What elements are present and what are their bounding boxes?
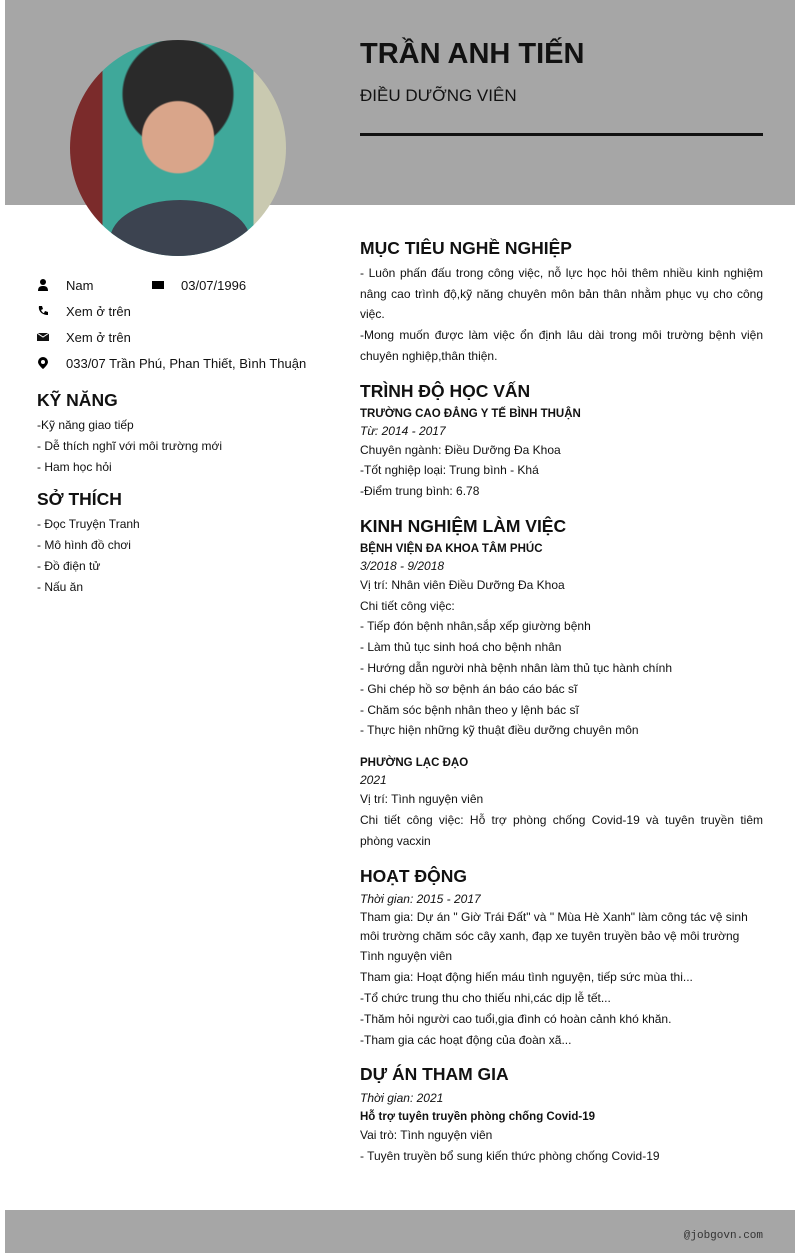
education-heading: TRÌNH ĐỘ HỌC VẤN xyxy=(360,380,531,401)
hobbies-heading: SỞ THÍCH xyxy=(37,489,122,510)
hobby-item: - Đồ điện tử xyxy=(37,558,101,573)
job-period: 3/2018 - 9/2018 xyxy=(360,558,445,573)
project-line: - Tuyên truyền bổ sung kiến thức phòng chống Covid-19 xyxy=(360,1148,660,1163)
activity-line: Tình nguyện viên xyxy=(360,949,453,964)
address: 033/07 Trần Phú, Phan Thiết, Bình Thuận xyxy=(66,355,307,371)
skill-item: - Ham học hỏi xyxy=(37,459,112,474)
job-line: Chi tiết công việc: xyxy=(360,598,455,613)
job-line: - Thực hiện những kỹ thuật điều dưỡng chuyên môn xyxy=(360,723,639,738)
employer-name: PHƯỜNG LẠC ĐẠO xyxy=(360,757,469,770)
job-line: - Tiếp đón bệnh nhân,sắp xếp giường bệnh xyxy=(360,619,591,634)
job-line: Vị trí: Nhân viên Điều Dưỡng Đa Khoa xyxy=(360,577,565,592)
phone-icon xyxy=(37,305,49,317)
job-title: ĐIỀU DƯỠNG VIÊN xyxy=(360,86,517,105)
avatar xyxy=(70,40,286,256)
job-line: Chi tiết công việc: Hỗ trợ phòng chống Covid-19 và tuyên truyền tiêm phòng vacxin xyxy=(360,812,763,848)
skill-item: - Dễ thích nghĩ với môi trường mới xyxy=(37,438,223,453)
activity-line: -Thăm hỏi người cao tuổi,gia đình có hoàn cảnh khó khăn. xyxy=(360,1011,672,1026)
activity-line: Tham gia: Hoạt động hiến máu tình nguyện, tiếp sức mùa thi... xyxy=(360,970,693,985)
skill-item: -Kỹ năng giao tiếp xyxy=(37,418,134,432)
job-period: 2021 xyxy=(360,773,387,788)
right-column xyxy=(360,238,763,1181)
hobby-item: - Nấu ăn xyxy=(37,579,84,594)
activity-line: -Tham gia các hoạt động của đoàn xã... xyxy=(360,1032,572,1047)
project-name: Hỗ trợ tuyên truyền phòng chống Covid-19 xyxy=(360,1111,595,1124)
objective-heading: MỤC TIÊU NGHỀ NGHIỆP xyxy=(360,238,572,258)
job-line: - Chăm sóc bệnh nhân theo y lệnh bác sĩ xyxy=(360,702,579,717)
email: Xem ở trên xyxy=(66,329,131,345)
activity-line: -Tổ chức trung thu cho thiếu nhi,các dịp lễ tết... xyxy=(360,990,611,1005)
projects-heading: DỰ ÁN THAM GIA xyxy=(360,1064,509,1085)
education-line: -Tốt nghiệp loại: Trung bình - Khá xyxy=(360,463,539,478)
project-period: Thời gian: 2021 xyxy=(360,1091,444,1106)
gender: Nam xyxy=(66,277,94,293)
divider xyxy=(360,133,763,136)
phone: Xem ở trên xyxy=(66,303,131,319)
footer-band xyxy=(5,1210,795,1253)
objective-text: -Mong muốn được làm việc ổn định lâu dài trong môi trường bệnh viện chuyên nghiệp,thân thiện. xyxy=(360,328,763,363)
skills-heading: KỸ NĂNG xyxy=(37,390,118,410)
education-line: Chuyên ngành: Điều Dưỡng Đa Khoa xyxy=(360,442,561,457)
education-period: Từ: 2014 - 2017 xyxy=(360,423,446,438)
education-line: -Điểm trung bình: 6.78 xyxy=(360,484,480,499)
job-line: - Ghi chép hồ sơ bệnh án báo cáo bác sĩ xyxy=(360,681,578,696)
email-icon xyxy=(37,331,49,343)
job-line: Vị trí: Tình nguyện viên xyxy=(360,792,484,807)
hobby-item: - Đọc Truyện Tranh xyxy=(37,517,140,532)
left-column xyxy=(37,272,337,598)
job-line: - Làm thủ tục sinh hoá cho bệnh nhân xyxy=(360,640,562,655)
watermark: @jobgovn.com xyxy=(683,1230,763,1242)
candidate-name: TRẦN ANH TIẾN xyxy=(360,38,585,70)
activity-description: Tham gia: Dự án " Giờ Trái Đất" và " Mùa Hè Xanh" làm công tác vệ sinh môi trường chăm sóc cây xanh, đạp xe tuyên truyền bảo vệ môi trường xyxy=(360,910,748,944)
birthday: 03/07/1996 xyxy=(181,277,247,293)
school-name: TRƯỜNG CAO ĐẲNG Y TẾ BÌNH THUẬN xyxy=(360,407,581,420)
activities-period: Thời gian: 2015 - 2017 xyxy=(360,892,481,907)
calendar-icon xyxy=(152,279,164,291)
experience-heading: KINH NGHIỆM LÀM VIỆC xyxy=(360,515,567,536)
location-pin-icon xyxy=(37,357,49,369)
job-line: - Hướng dẫn người nhà bệnh nhân làm thủ tục hành chính xyxy=(360,660,673,675)
hobby-item: - Mô hình đồ chơi xyxy=(37,538,131,553)
project-line: Vai trò: Tình nguyện viên xyxy=(360,1128,493,1143)
objective-text: - Luôn phấn đấu trong công việc, nỗ lực học hỏi thêm nhiều kinh nghiệm nâng cao trình độ,kỹ năng chuyên môn bản thân nhằm phục vụ cho công việc. xyxy=(360,265,763,322)
user-icon xyxy=(37,279,49,291)
employer-name: BỆNH VIỆN ĐA KHOA TÂM PHÚC xyxy=(360,542,543,555)
activities-heading: HOẠT ĐỘNG xyxy=(360,865,467,886)
